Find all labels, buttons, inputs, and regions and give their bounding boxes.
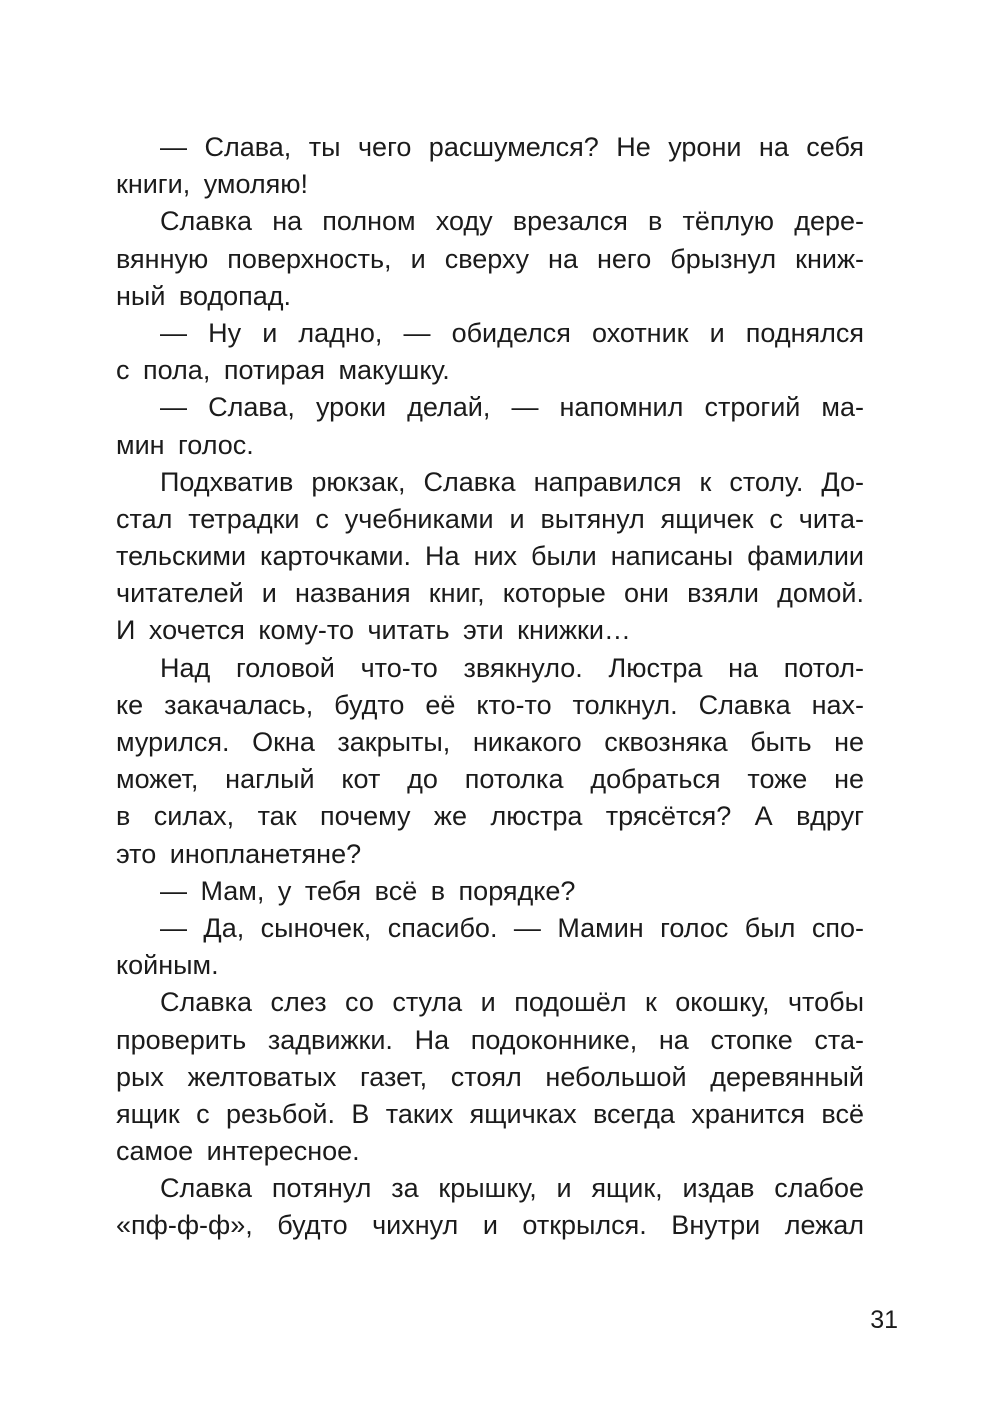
- text-line: — Слава, уроки делай, — напомнил строгий ма-: [160, 392, 864, 423]
- text-line: ный водопад.: [116, 280, 292, 311]
- text-line: проверить задвижки. На подоконнике, на стопке ста-: [116, 1024, 864, 1055]
- text-line: мин голос.: [116, 429, 254, 460]
- text-line: рых желтоватых газет, стоял небольшой деревянный: [116, 1061, 864, 1092]
- text-line: Славка на полном ходу врезался в тёплую дере-: [160, 206, 864, 237]
- text-line: — Да, сыночек, спасибо. — Мамин голос был спо-: [160, 912, 864, 943]
- text-line: самое интересное.: [116, 1136, 360, 1167]
- text-line: — Мам, у тебя всё в порядке?: [160, 875, 576, 906]
- text-line: стал тетрадки с учебниками и вытянул ящичек с чита-: [116, 503, 864, 534]
- text-line: «пф-ф-ф», будто чихнул и открылся. Внутри лежал: [116, 1210, 864, 1241]
- text-line: Подхватив рюкзак, Славка направился к столу. До-: [160, 466, 864, 497]
- text-line: в силах, так почему же люстра трясётся? А вдруг: [116, 801, 864, 832]
- text-line: вянную поверхность, и сверху на него брызнул книж-: [116, 243, 864, 274]
- text-line: — Слава, ты чего расшумелся? Не урони на себя: [160, 132, 864, 162]
- text-line: тельскими карточками. На них были написаны фамилии: [116, 541, 864, 572]
- text-line: может, наглый кот до потолка добраться тоже не: [116, 764, 864, 795]
- text-line: книги, умоляю!: [116, 169, 309, 200]
- text-line: читателей и названия книг, которые они взяли домой.: [116, 578, 864, 609]
- text-line: мурился. Окна закрыты, никакого сквозняка быть не: [116, 727, 864, 757]
- text-line: ящик с резьбой. В таких ящичках всегда хранится всё: [116, 1098, 864, 1129]
- text-line: И хочется кому-то читать эти книжки…: [116, 615, 631, 646]
- body-text: [116, 129, 864, 1245]
- page-number: 31: [870, 1306, 898, 1334]
- text-line: Славка слез со стула и подошёл к окошку, чтобы: [160, 987, 864, 1018]
- text-line: с пола, потирая макушку.: [116, 355, 450, 386]
- text-line: койным.: [116, 950, 219, 981]
- text-line: ке закачалась, будто её кто-то толкнул. Славка нах-: [116, 689, 864, 720]
- text-line: это инопланетяне?: [116, 838, 362, 869]
- text-line: Над головой что-то звякнуло. Люстра на потол-: [160, 652, 864, 683]
- text-line: — Ну и ладно, — обиделся охотник и поднялся: [160, 317, 864, 348]
- text-line: Славка потянул за крышку, и ящик, издав слабое: [160, 1173, 864, 1204]
